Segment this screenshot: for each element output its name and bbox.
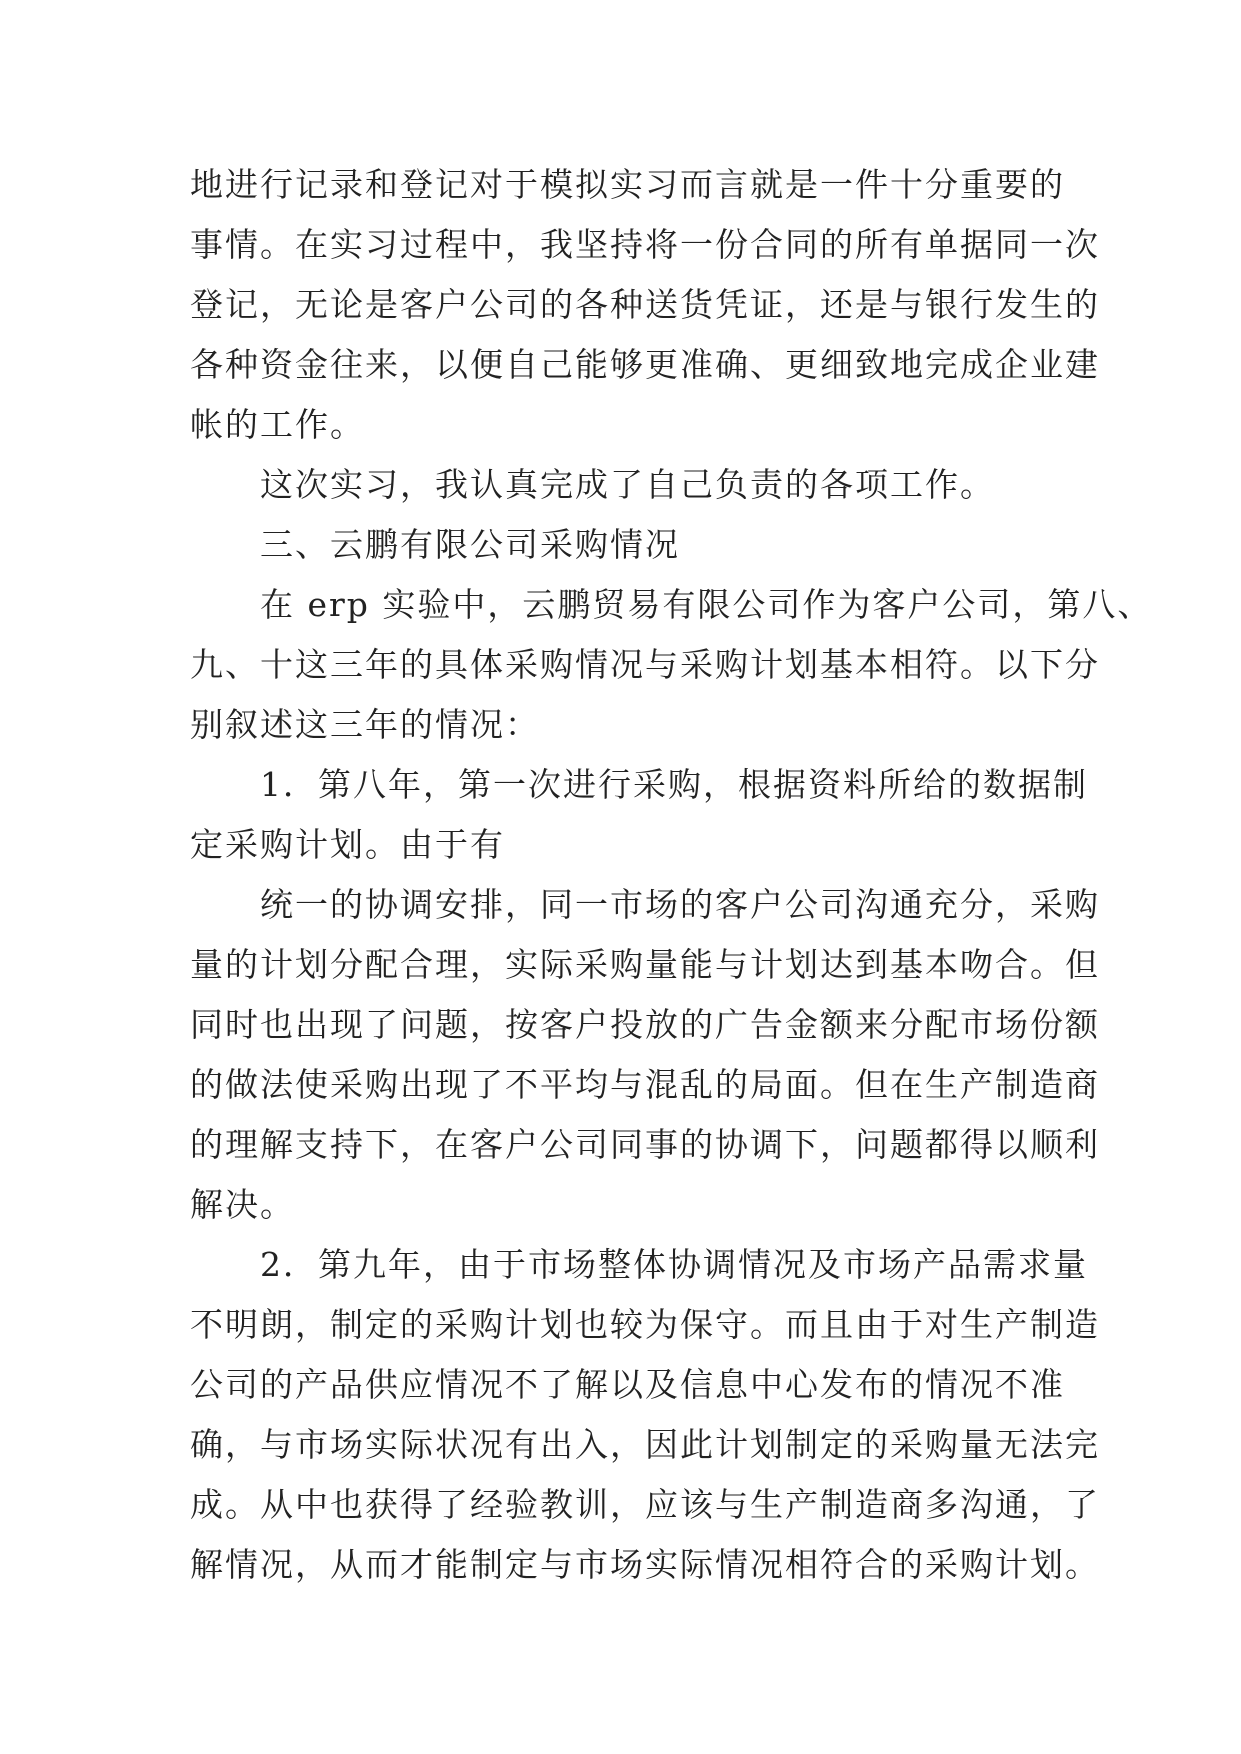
text-line: 同时也出现了问题，按客户投放的广告金额来分配市场份额 <box>190 1005 1100 1044</box>
text-line: 九、十这三年的具体采购情况与采购计划基本相符。以下分 <box>190 645 1100 684</box>
text-line: 各种资金往来，以便自己能够更准确、更细致地完成企业建 <box>190 345 1100 384</box>
text-line: 登记，无论是客户公司的各种送货凭证，还是与银行发生的 <box>190 285 1100 324</box>
text-line: 不明朗，制定的采购计划也较为保守。而且由于对生产制造 <box>190 1305 1100 1344</box>
text-line: 的做法使采购出现了不平均与混乱的局面。但在生产制造商 <box>190 1065 1100 1104</box>
text-line: 帐的工作。 <box>190 405 365 444</box>
text-line: 确，与市场实际状况有出入，因此计划制定的采购量无法完 <box>190 1425 1100 1464</box>
text-line: 的理解支持下，在客户公司同事的协调下，问题都得以顺利 <box>190 1125 1100 1164</box>
text-line: 解决。 <box>190 1185 295 1224</box>
text-line: 量的计划分配合理，实际采购量能与计划达到基本吻合。但 <box>190 945 1100 984</box>
text-line: 统一的协调安排，同一市场的客户公司沟通充分，采购 <box>260 885 1100 924</box>
text-line: 在 erp 实验中，云鹏贸易有限公司作为客户公司，第八、 <box>260 585 1153 624</box>
text-line: 事情。在实习过程中，我坚持将一份合同的所有单据同一次 <box>190 225 1100 264</box>
text-line: 别叙述这三年的情况： <box>190 705 540 744</box>
text-line: 地进行记录和登记对于模拟实习而言就是一件十分重要的 <box>190 165 1065 204</box>
text-line: 1．第八年，第一次进行采购，根据资料所给的数据制 <box>260 765 1088 804</box>
text-line: 这次实习，我认真完成了自己负责的各项工作。 <box>260 465 995 504</box>
text-line: 成。从中也获得了经验教训，应该与生产制造商多沟通，了 <box>190 1485 1100 1524</box>
text-line: 解情况，从而才能制定与市场实际情况相符合的采购计划。 <box>190 1545 1100 1584</box>
text-line: 公司的产品供应情况不了解以及信息中心发布的情况不准 <box>190 1365 1065 1404</box>
section-heading: 三、云鹏有限公司采购情况 <box>260 525 680 564</box>
document-body <box>190 155 1153 1595</box>
text-line: 定采购计划。由于有 <box>190 825 505 864</box>
text-line: 2．第九年，由于市场整体协调情况及市场产品需求量 <box>260 1245 1088 1284</box>
